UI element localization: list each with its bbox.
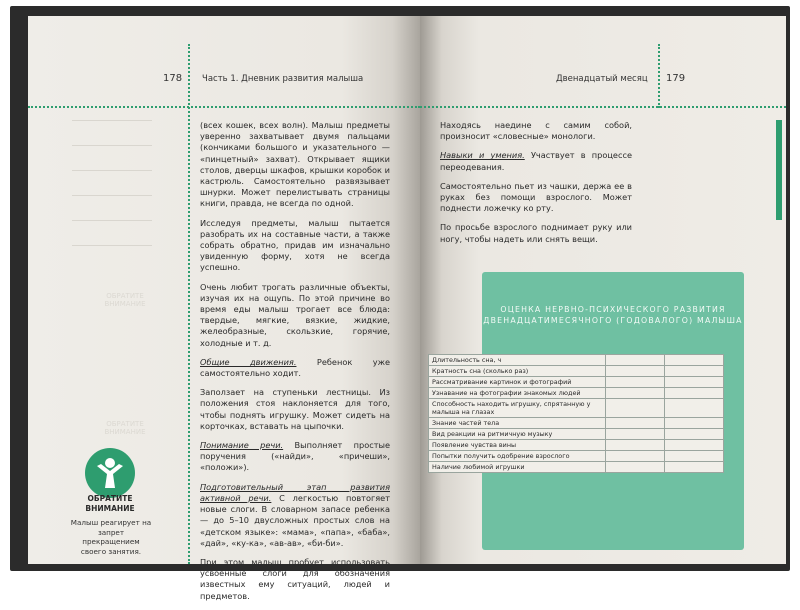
table-cell-empty (606, 418, 665, 429)
table-cell: Попытки получить одобрение взрослого (429, 451, 606, 462)
paragraph-lead: Общие движения. (200, 356, 297, 367)
sidebar-line (72, 170, 152, 171)
paragraph: Самостоятельно пьет из чашки, держа ее в руках без помощи взрослого. Может поднести ложечку ко рту. (440, 180, 632, 214)
table-row (429, 366, 724, 377)
paragraph-text: Выполняет простые поручения («найди», «причеши», «положи»). (200, 440, 390, 473)
assessment-box-title: ОЦЕНКА НЕРВНО-ПСИХИЧЕСКОГО РАЗВИТИЯ ДВЕНАДЦАТИМЕСЯЧНОГО (ГОДОВАЛОГО) МАЛЫША (483, 305, 743, 325)
table-cell: Узнавание на фотографии знакомых людей (429, 388, 606, 399)
table-cell-empty (665, 355, 724, 366)
attention-title: ОБРАТИТЕ ВНИМАНИЕ (85, 494, 135, 513)
table-cell-empty (606, 451, 665, 462)
table-cell-empty (606, 462, 665, 473)
dotted-rule-top (28, 106, 420, 108)
table-cell-empty (606, 399, 665, 418)
paragraph: При этом малыш пробует использовать усвоенные слоги для обозначения известных ему ситуаций, людей и предметов. (200, 556, 390, 601)
table-row (429, 388, 724, 399)
table-cell-empty (665, 418, 724, 429)
paragraph-lead: Подготовительный этап развития активной речи. (200, 481, 390, 503)
table-cell: Способность находить игрушку, спрятанную у малыша на глазах (429, 399, 606, 418)
paragraph: (всех кошек, всех волн). Малыш предметы уверенно захватывает двумя пальцами (кончиками большого и указательного — «пинцетный» захват). Открывает ящики столов, дверцы шкафов, крышки коробок и кастрюль. Самостоятельно развязывает шнурки. Может перелистывать страницы книги, правда, не всегда по одной. (200, 120, 390, 209)
paragraph-lead: Понимание речи. (200, 440, 284, 451)
table-cell-empty (665, 377, 724, 388)
paragraph-text: С легкостью повтогяет новые слоги. В словарном запасе ребенка — до 5–10 двусложных простых слов на «детском языке»: «мама», «папа», «баба», «дай», «ку-ка», «ав-ав», «би-би». (200, 492, 390, 548)
attention-figure-icon (85, 448, 135, 498)
left-text-column (200, 120, 390, 610)
paragraph-text: Ребенок уже самостоятельно ходит. (200, 356, 390, 379)
page-number-left: 178 (163, 73, 183, 84)
paragraph (200, 440, 390, 474)
sidebar-line (72, 145, 152, 146)
paragraph: Находясь наедине с самим собой, произносит «словесные» монологи. (440, 120, 632, 142)
table-cell: Вид реакции на ритмичную музыку (429, 429, 606, 440)
table-cell-empty (606, 388, 665, 399)
sidebar-line (72, 120, 152, 121)
table-cell: Наличие любимой игрушки (429, 462, 606, 473)
table-cell-empty (606, 355, 665, 366)
table-cell-empty (606, 440, 665, 451)
table-cell-empty (606, 377, 665, 388)
sidebar-ghost-heading: ОБРАТИТЕ ВНИМАНИЕ (104, 420, 146, 436)
table-cell-empty (606, 366, 665, 377)
table-cell-empty (665, 440, 724, 451)
paragraph: Заползает на ступеньки лестницы. Из положения стоя наклоняется для того, чтобы поднять игрушку. Может сидеть на корточках, вставать на цыпочки. (200, 387, 390, 431)
table-cell-empty (665, 388, 724, 399)
table-cell-empty (665, 429, 724, 440)
attention-note: Малыш реагирует на запрет прекращением своего занятия. (70, 518, 152, 556)
table-cell: Знание частей тела (429, 418, 606, 429)
sidebar-line (72, 245, 152, 246)
paragraph-text: Участвует в процессе переодевания. (440, 150, 632, 172)
table-row (429, 418, 724, 429)
paragraph: Очень любит трогать различные объекты, изучая их на ощупь. По этой причине во время еды малыш трогает все блюда: твердые, мягкие, вязкие, жидкие, желеобразные, скользкие, горячие, холодные и т. д. (200, 281, 390, 348)
sidebar-ghost-heading: ОБРАТИТЕ ВНИМАНИЕ (104, 292, 146, 308)
dotted-rule-top-right (420, 106, 786, 108)
table-row (429, 377, 724, 388)
sidebar-line (72, 220, 152, 221)
right-text-column (440, 120, 632, 253)
table-row (429, 399, 724, 418)
paragraph (200, 482, 390, 549)
table-cell: Кратность сна (сколько раз) (429, 366, 606, 377)
paragraph (440, 150, 632, 172)
paragraph: Исследуя предметы, малыш пытается разобрать их на составные части, а также собрать обратно, придав им изначально увиденную форму, хотя не всегда успешно. (200, 217, 390, 273)
table-cell-empty (665, 462, 724, 473)
table-cell: Рассматривание картинок и фотографий (429, 377, 606, 388)
page-number-right: 179 (666, 73, 686, 84)
table-cell: Появление чувства вины (429, 440, 606, 451)
table-row (429, 355, 724, 366)
table-cell-empty (606, 429, 665, 440)
table-cell-empty (665, 366, 724, 377)
table-row (429, 429, 724, 440)
dotted-rule-vertical-right (658, 44, 660, 108)
paragraph: По просьбе взрослого поднимает руку или ногу, чтобы надеть или снять вещи. (440, 222, 632, 244)
running-head-right: Двенадцатый месяц (556, 74, 648, 84)
table-cell-empty (665, 399, 724, 418)
assessment-table (428, 354, 724, 473)
paragraph-lead: Навыки и умения. (440, 150, 525, 161)
table-row (429, 440, 724, 451)
page-edge-tab (776, 120, 782, 220)
dotted-rule-vertical (188, 44, 190, 564)
table-row (429, 462, 724, 473)
table-row (429, 451, 724, 462)
paragraph (200, 357, 390, 379)
table-cell-empty (665, 451, 724, 462)
running-head-left: Часть 1. Дневник развития малыша (202, 74, 364, 84)
table-cell: Длительность сна, ч (429, 355, 606, 366)
sidebar-line (72, 195, 152, 196)
